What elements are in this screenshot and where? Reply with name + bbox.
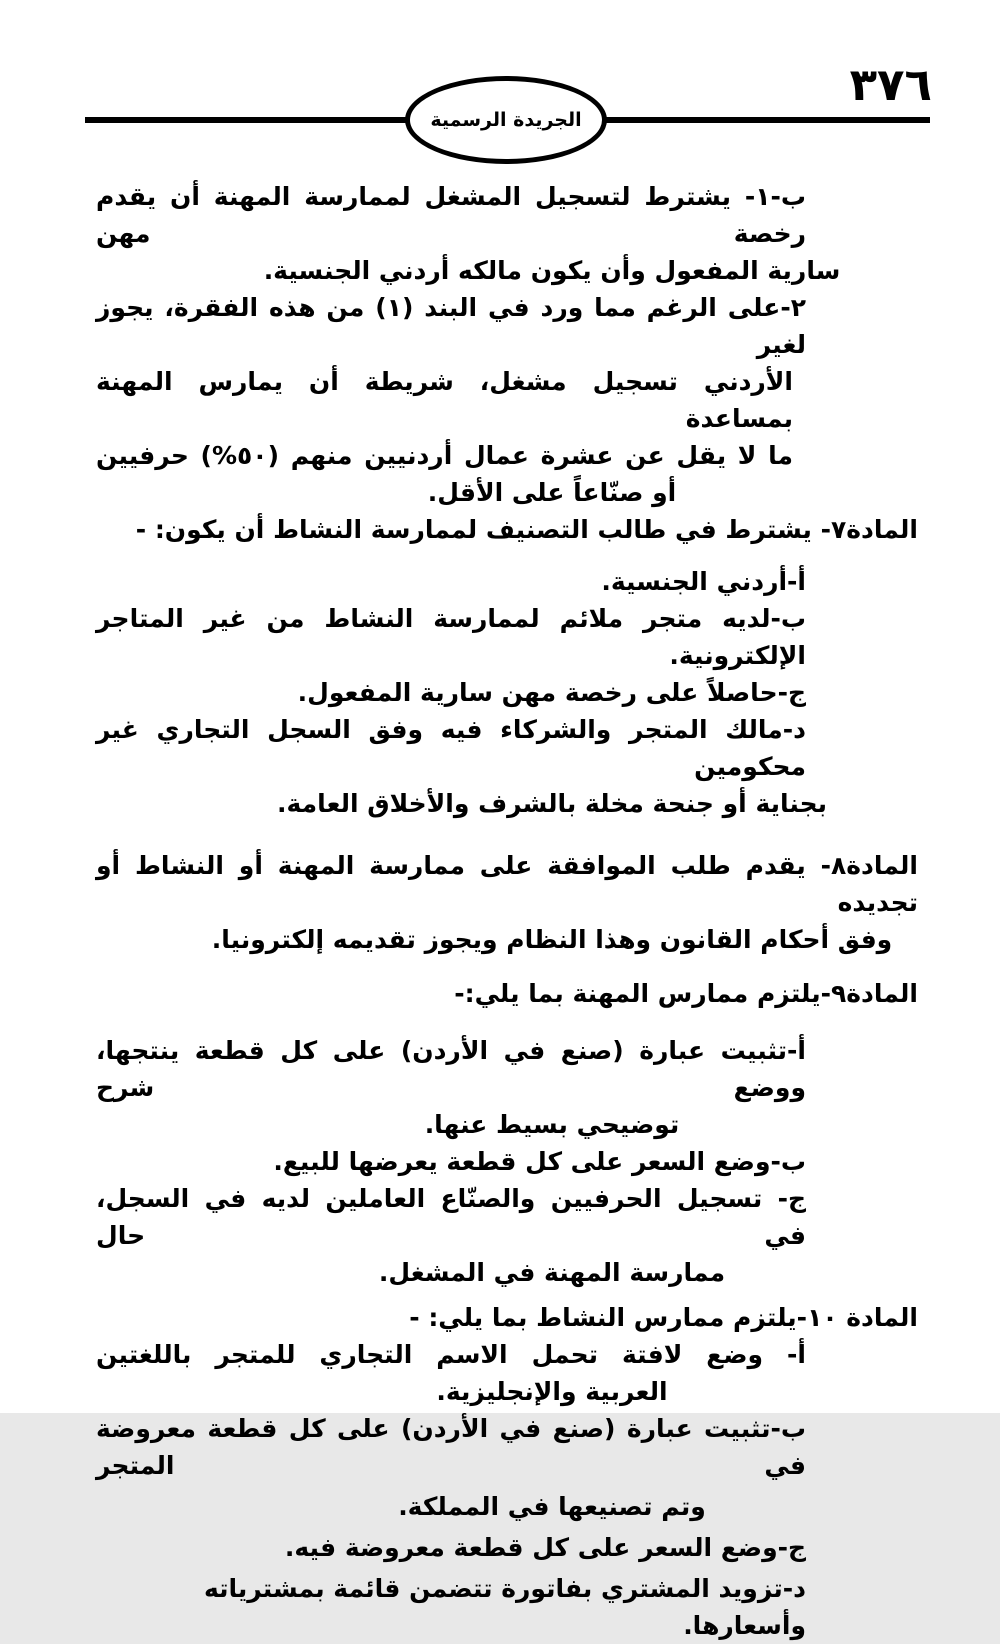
clause-b1-line-2: سارية المفعول وأن يكون مالكه أردني الجنسية.: [263, 256, 841, 285]
article-10-item-j: ج-وضع السعر على كل قطعة معروضة فيه.: [284, 1533, 806, 1562]
gazette-badge-label: الجريدة الرسمية: [430, 109, 582, 131]
article-7-heading: المادة٧- يشترط في طالب التصنيف لممارسة النشاط أن يكون: -: [135, 515, 918, 544]
article-10-item-d: د-تزويد المشتري بفاتورة تتضمن قائمة بمشترياته وأسعارها.: [203, 1574, 806, 1640]
gazette-badge: [405, 76, 607, 164]
article-7-item-b: ب-لديه متجر ملائم لممارسة النشاط من غير المتاجر الإلكترونية.: [96, 604, 806, 670]
clause-b1-line-1: ب-١- يشترط لتسجيل المشغل لممارسة المهنة أن يقدم رخصة مهن: [96, 182, 806, 248]
article-9-item-j-line-2: ممارسة المهنة في المشغل.: [378, 1258, 726, 1287]
clause-2-line-4: أو صنّاعاً على الأقل.: [427, 478, 677, 507]
article-9-item-a-line-1: أ-تثبيت عبارة (صنع في الأردن) على كل قطعة ينتجها، ووضع شرح: [96, 1036, 806, 1102]
clause-2-line-3: ما لا يقل عن عشرة عمال أردنيين منهم (٥٠%) حرفيين: [96, 441, 793, 470]
article-7-item-d-line-2: بجناية أو جنحة مخلة بالشرف والأخلاق العامة.: [277, 789, 827, 818]
article-9-item-b: ب-وضع السعر على كل قطعة يعرضها للبيع.: [273, 1147, 806, 1176]
article-9-item-a-line-2: توضيحي بسيط عنها.: [424, 1110, 680, 1139]
article-8-line-1: المادة٨- يقدم طلب الموافقة على ممارسة المهنة أو النشاط أو تجديده: [96, 851, 918, 917]
clause-2-line-2: الأردني تسجيل مشغل، شريطة أن يمارس المهنة بمساعدة: [96, 367, 793, 433]
page-number: ٣٧٦: [849, 58, 932, 111]
article-7-item-j: ج-حاصلاً على رخصة مهن سارية المفعول.: [297, 678, 806, 707]
article-9-heading: المادة٩-يلتزم ممارس المهنة بما يلي:-: [454, 979, 918, 1008]
document-body: [96, 178, 918, 1644]
article-9-item-j-line-1: ج- تسجيل الحرفيين والصنّاع العاملين لديه في السجل، في حال: [96, 1184, 806, 1250]
article-10-item-b-line-2: وتم تصنيعها في المملكة.: [398, 1492, 706, 1521]
article-10-heading: المادة ١٠-يلتزم ممارس النشاط بما يلي: -: [409, 1303, 918, 1332]
article-10-item-b-line-1: ب-تثبيت عبارة (صنع في الأردن) على كل قطعة معروضة في المتجر: [96, 1414, 806, 1480]
article-10-item-a-line-2: العربية والإنجليزية.: [436, 1377, 668, 1406]
article-10-item-a-line-1: أ- وضع لافتة تحمل الاسم التجاري للمتجر باللغتين: [96, 1340, 806, 1369]
article-7-item-a: أ-أردني الجنسية.: [601, 567, 806, 596]
clause-2-line-1: ٢-على الرغم مما ورد في البند (١) من هذه الفقرة، يجوز لغير: [96, 293, 806, 359]
article-8-line-2: وفق أحكام القانون وهذا النظام ويجوز تقديمه إلكترونيا.: [211, 925, 893, 954]
article-7-item-d-line-1: د-مالك المتجر والشركاء فيه وفق السجل التجاري غير محكومين: [96, 715, 806, 781]
